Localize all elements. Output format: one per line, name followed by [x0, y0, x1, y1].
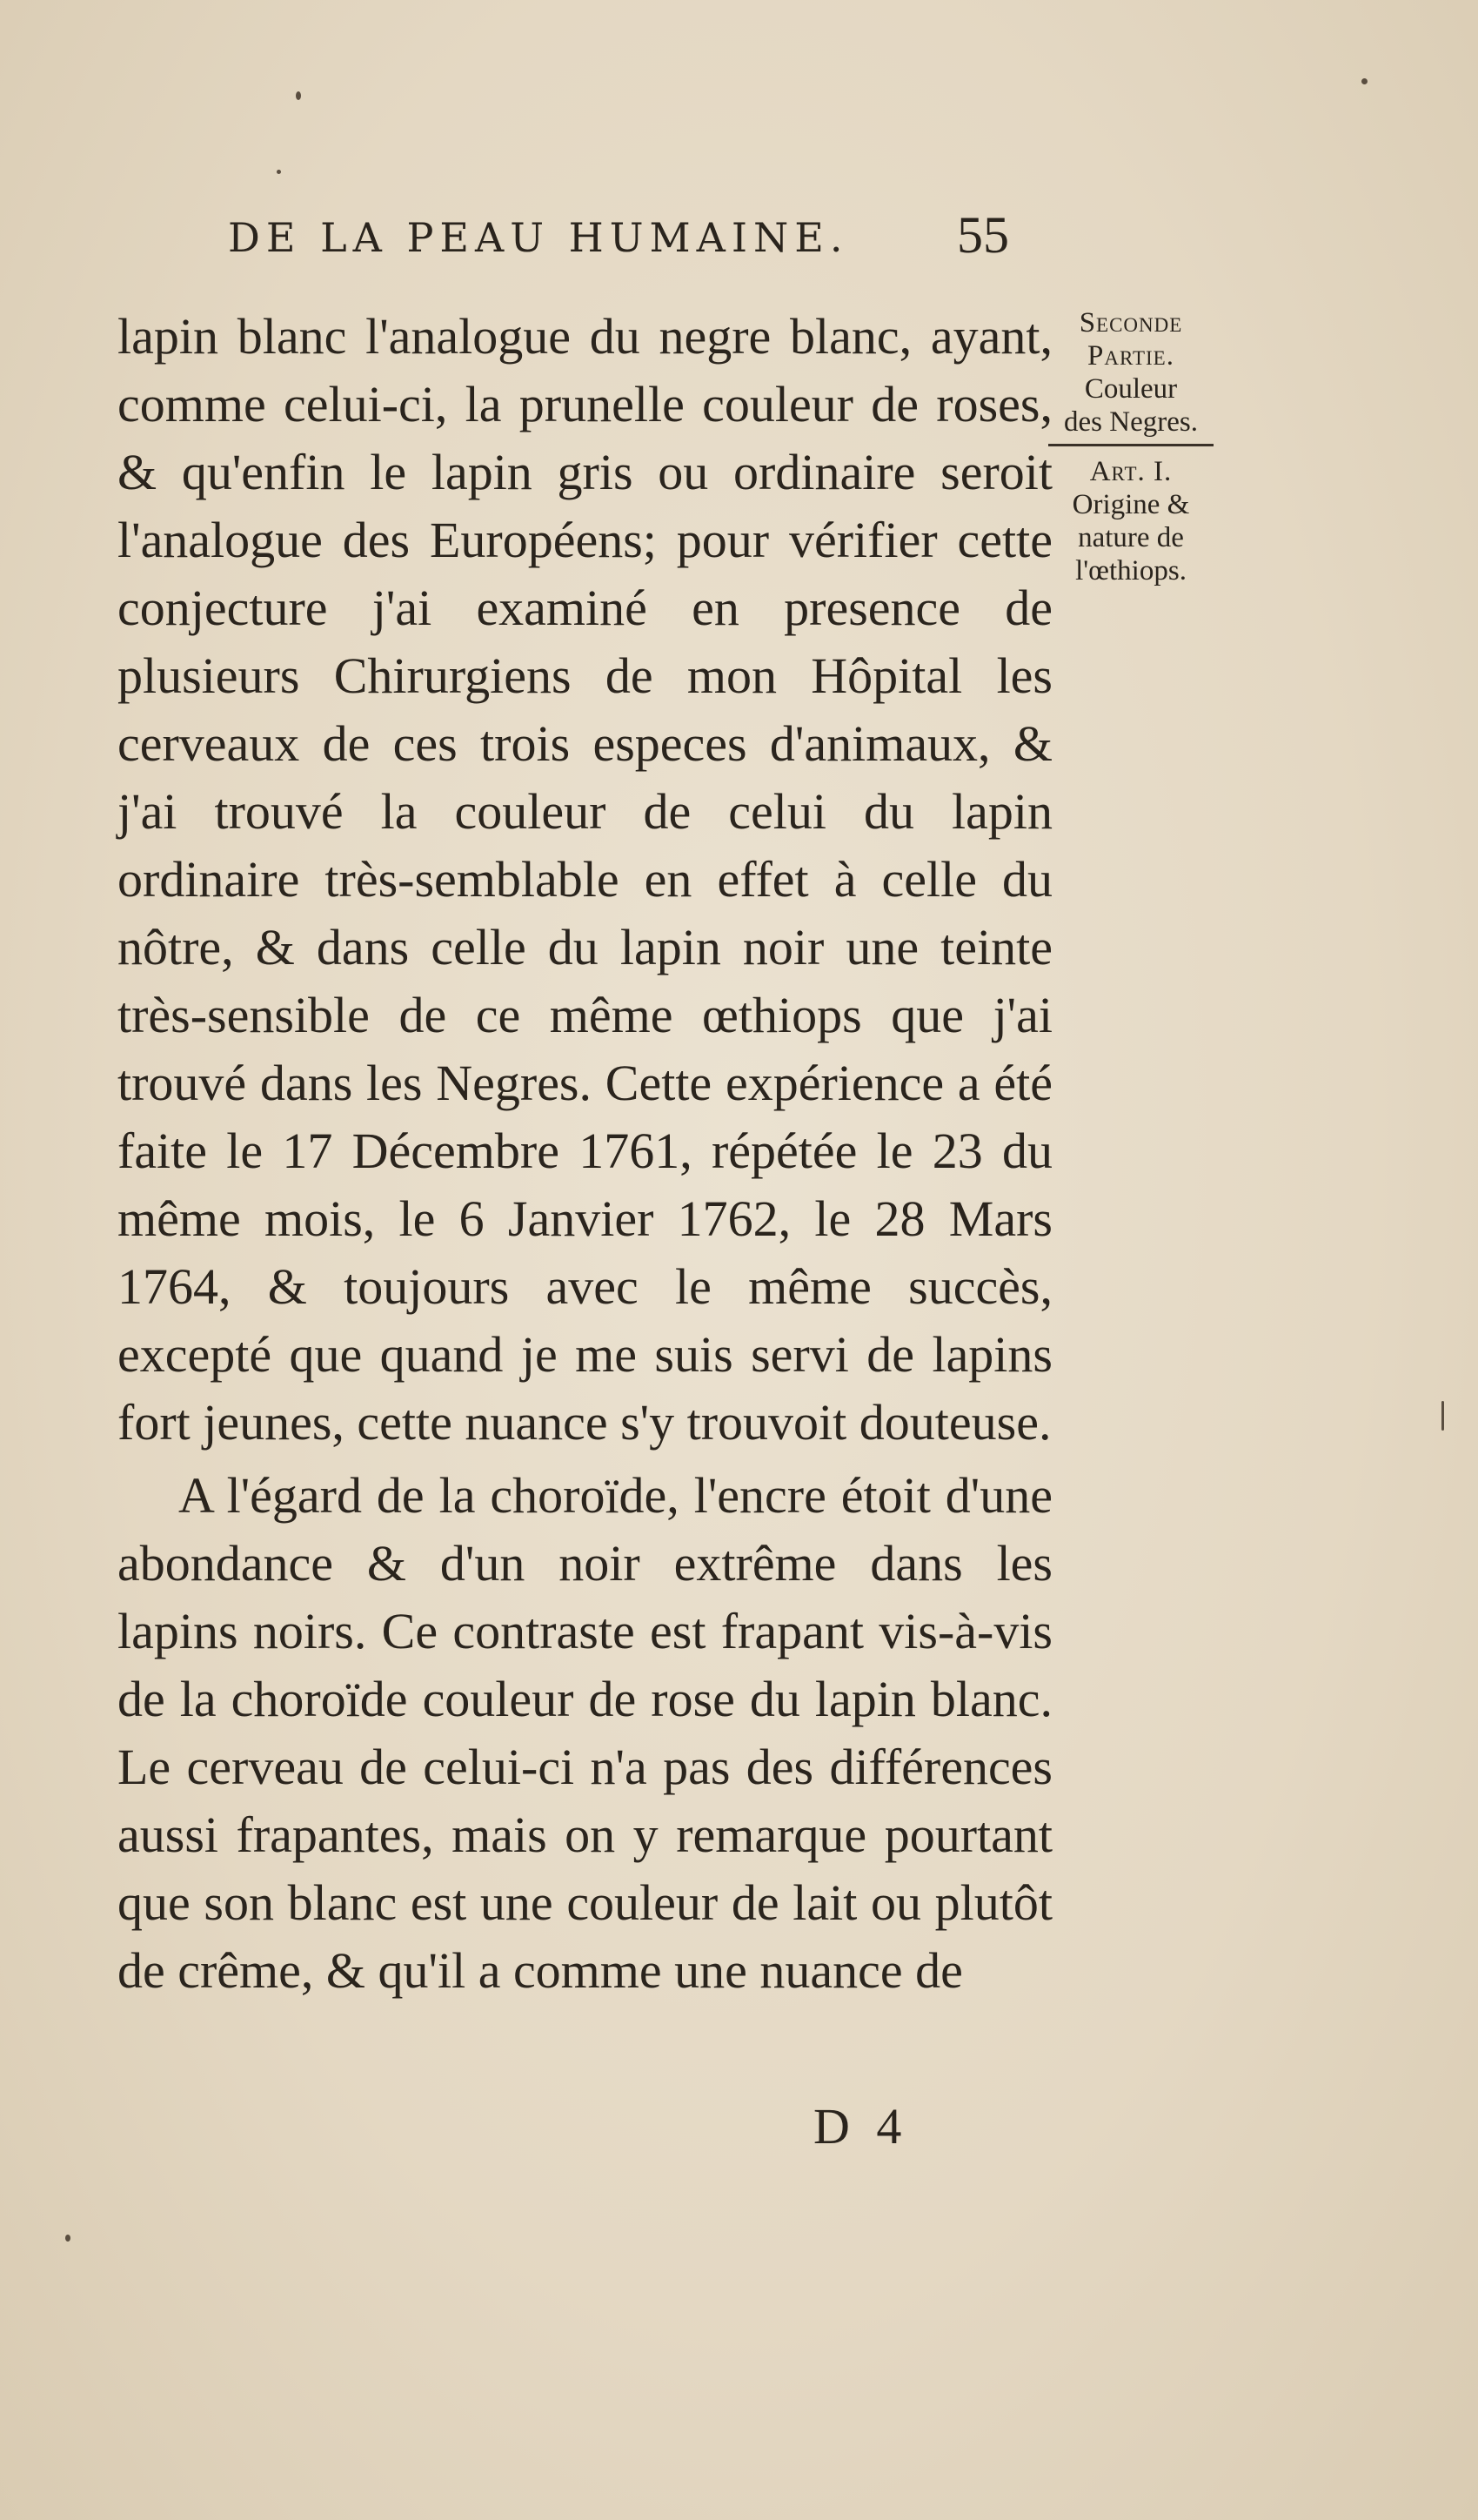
page-number: 55	[957, 206, 1009, 264]
body-text	[117, 303, 1053, 2005]
paragraph: lapin blanc l'analogue du negre blanc, ayant, comme celui-ci, la prunelle couleur de roses, & qu'enfin le lapin gris ou ordinaire seroit l'analogue des Européens; pour vérifier cette conjecture j'ai examiné en presence de plusieurs Chirurgiens de mon Hôpital les cerveaux de ces trois especes d'animaux, & j'ai trouvé la couleur de celui du lapin ordinaire très-semblable en effet à celle du nôtre, & dans celle du lapin noir une teinte très-sensible de ce même œthiops que j'ai trouvé dans les Negres. Cette expérience a été faite le 17 Décembre 1761, répétée le 23 du même mois, le 6 Janvier 1762, le 28 Mars 1764, & toujours avec le même succès, excepté que quand je me suis servi de lapins fort jeunes, cette nuance s'y trouvoit douteuse.	[117, 308, 1053, 1451]
margin-note-line: des Negres.	[1064, 406, 1198, 438]
margin-note	[1040, 306, 1222, 587]
margin-note-line: Seconde	[1079, 307, 1183, 338]
paper-speck	[277, 170, 281, 174]
paper-speck	[1361, 78, 1368, 84]
paper-speck	[1441, 1401, 1444, 1431]
paragraph: A l'égard de la choroïde, l'encre étoit d'une abondance & d'un noir extrême dans les lapins noirs. Ce contraste est frapant vis-à-vis de la choroïde couleur de rose du lapin blanc. Le cerveau de celui-ci n'a pas des différences aussi frapantes, mais on y remarque pourtant que son blanc est une couleur de lait ou plutôt de crême, & qu'il a comme une nuance de	[117, 1467, 1053, 1999]
paper-speck	[296, 91, 301, 100]
margin-note-line: Couleur	[1084, 373, 1178, 405]
margin-note-line: Partie.	[1087, 340, 1174, 372]
margin-note-line: nature de	[1078, 522, 1184, 553]
margin-note-line: l'œthiops.	[1075, 555, 1187, 586]
running-head-title: DE LA PEAU HUMAINE.	[228, 214, 849, 261]
paper-speck	[65, 2235, 70, 2242]
margin-note-divider	[1048, 444, 1214, 446]
margin-note-line: Origine &	[1072, 489, 1190, 520]
margin-note-line: Art. I.	[1089, 456, 1173, 487]
signature-mark: D 4	[813, 2098, 909, 2155]
